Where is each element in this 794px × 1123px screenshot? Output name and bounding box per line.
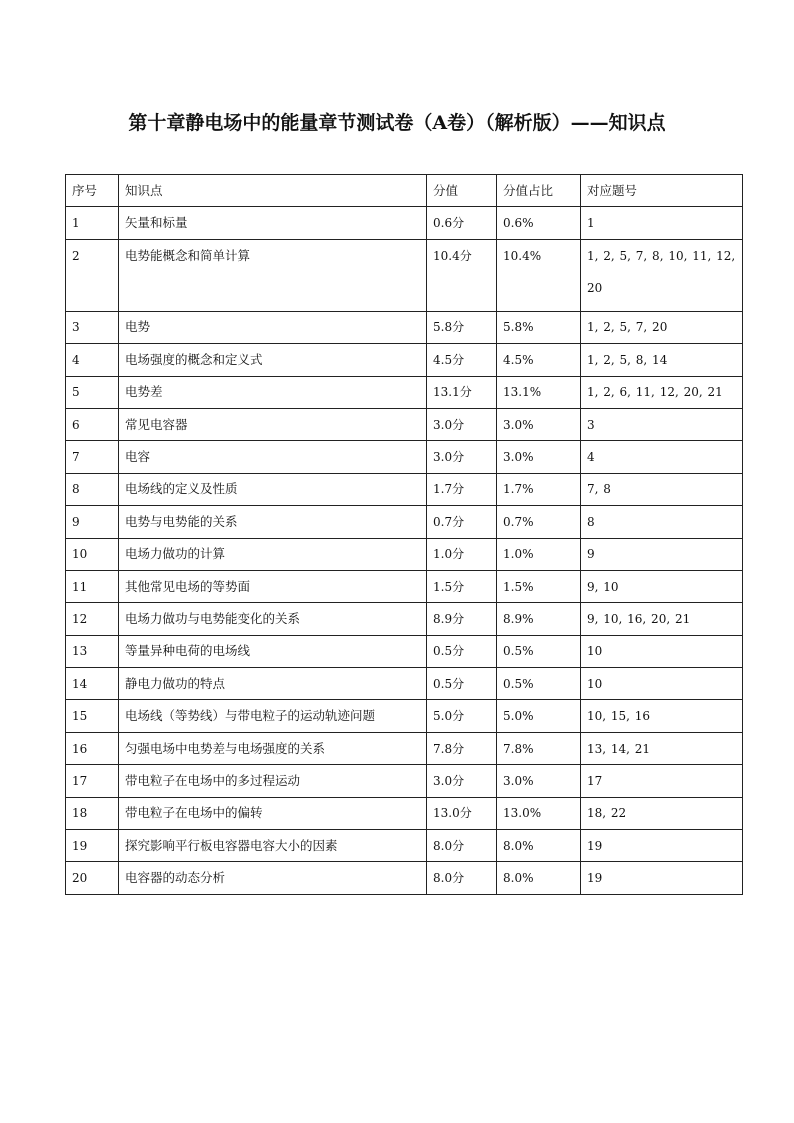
row-ratio: 0.7%	[497, 506, 581, 538]
row-number: 9	[66, 506, 119, 538]
row-questions: 1, 2, 6, 11, 12, 20, 21	[581, 376, 743, 408]
row-ratio: 1.5%	[497, 570, 581, 602]
row-score: 0.5分	[427, 668, 497, 700]
table-row	[66, 570, 743, 602]
header-topic: 知识点	[119, 175, 427, 207]
table-row	[66, 506, 743, 538]
row-ratio: 0.5%	[497, 635, 581, 667]
row-score: 0.5分	[427, 635, 497, 667]
row-score: 3.0分	[427, 765, 497, 797]
row-topic: 常见电容器	[119, 408, 427, 440]
row-questions: 10, 15, 16	[581, 700, 743, 732]
row-topic: 电势与电势能的关系	[119, 506, 427, 538]
table-row	[66, 635, 743, 667]
row-number: 6	[66, 408, 119, 440]
row-ratio: 3.0%	[497, 765, 581, 797]
row-ratio: 3.0%	[497, 408, 581, 440]
row-score: 8.0分	[427, 830, 497, 862]
row-score: 0.7分	[427, 506, 497, 538]
row-questions: 9, 10, 16, 20, 21	[581, 603, 743, 635]
row-ratio: 8.0%	[497, 862, 581, 894]
table-row	[66, 344, 743, 376]
row-number: 14	[66, 668, 119, 700]
row-questions: 19	[581, 830, 743, 862]
row-questions: 1, 2, 5, 7, 20	[581, 311, 743, 343]
row-topic: 探究影响平行板电容器电容大小的因素	[119, 830, 427, 862]
row-number: 2	[66, 239, 119, 311]
table-row	[66, 311, 743, 343]
header-score: 分值	[427, 175, 497, 207]
row-number: 13	[66, 635, 119, 667]
row-ratio: 13.0%	[497, 797, 581, 829]
row-ratio: 8.0%	[497, 830, 581, 862]
row-number: 16	[66, 732, 119, 764]
row-topic: 电场力做功与电势能变化的关系	[119, 603, 427, 635]
table-row	[66, 441, 743, 473]
row-ratio: 7.8%	[497, 732, 581, 764]
row-number: 3	[66, 311, 119, 343]
row-score: 5.0分	[427, 700, 497, 732]
header-ratio: 分值占比	[497, 175, 581, 207]
row-score: 1.7分	[427, 473, 497, 505]
row-questions: 18, 22	[581, 797, 743, 829]
row-number: 10	[66, 538, 119, 570]
row-number: 15	[66, 700, 119, 732]
row-score: 7.8分	[427, 732, 497, 764]
row-number: 18	[66, 797, 119, 829]
page-title: 第十章静电场中的能量章节测试卷（A卷）（解析版）——知识点	[128, 112, 666, 134]
row-score: 1.0分	[427, 538, 497, 570]
row-score: 4.5分	[427, 344, 497, 376]
row-score: 13.0分	[427, 797, 497, 829]
table-row	[66, 239, 743, 311]
row-ratio: 5.0%	[497, 700, 581, 732]
row-questions: 10	[581, 668, 743, 700]
row-questions: 1, 2, 5, 7, 8, 10, 11, 12, 20	[581, 239, 743, 311]
row-topic: 电势	[119, 311, 427, 343]
table-row	[66, 732, 743, 764]
row-topic: 等量异种电荷的电场线	[119, 635, 427, 667]
row-topic: 电容	[119, 441, 427, 473]
row-ratio: 10.4%	[497, 239, 581, 311]
table-row	[66, 700, 743, 732]
row-score: 13.1分	[427, 376, 497, 408]
row-topic: 电场线的定义及性质	[119, 473, 427, 505]
row-score: 5.8分	[427, 311, 497, 343]
header-questions: 对应题号	[581, 175, 743, 207]
row-questions: 1	[581, 207, 743, 239]
knowledge-point-table	[65, 174, 743, 895]
row-number: 1	[66, 207, 119, 239]
row-score: 1.5分	[427, 570, 497, 602]
row-number: 19	[66, 830, 119, 862]
row-ratio: 1.0%	[497, 538, 581, 570]
row-topic: 电势差	[119, 376, 427, 408]
row-questions: 8	[581, 506, 743, 538]
row-questions: 10	[581, 635, 743, 667]
row-topic: 电场强度的概念和定义式	[119, 344, 427, 376]
row-ratio: 4.5%	[497, 344, 581, 376]
row-number: 12	[66, 603, 119, 635]
row-ratio: 0.5%	[497, 668, 581, 700]
row-questions: 7, 8	[581, 473, 743, 505]
table-row	[66, 376, 743, 408]
row-topic: 静电力做功的特点	[119, 668, 427, 700]
row-topic: 匀强电场中电势差与电场强度的关系	[119, 732, 427, 764]
row-score: 3.0分	[427, 408, 497, 440]
table-row	[66, 862, 743, 894]
row-topic: 矢量和标量	[119, 207, 427, 239]
table-row	[66, 668, 743, 700]
row-topic: 其他常见电场的等势面	[119, 570, 427, 602]
row-questions: 17	[581, 765, 743, 797]
header-no: 序号	[66, 175, 119, 207]
row-topic: 电场力做功的计算	[119, 538, 427, 570]
row-questions: 4	[581, 441, 743, 473]
table-row	[66, 797, 743, 829]
row-score: 8.0分	[427, 862, 497, 894]
row-number: 8	[66, 473, 119, 505]
row-score: 3.0分	[427, 441, 497, 473]
table-row	[66, 765, 743, 797]
row-number: 4	[66, 344, 119, 376]
row-topic: 带电粒子在电场中的多过程运动	[119, 765, 427, 797]
row-number: 17	[66, 765, 119, 797]
row-questions: 1, 2, 5, 8, 14	[581, 344, 743, 376]
row-topic: 带电粒子在电场中的偏转	[119, 797, 427, 829]
table-row	[66, 207, 743, 239]
row-score: 0.6分	[427, 207, 497, 239]
row-ratio: 3.0%	[497, 441, 581, 473]
row-score: 8.9分	[427, 603, 497, 635]
row-number: 20	[66, 862, 119, 894]
row-ratio: 13.1%	[497, 376, 581, 408]
table-body	[66, 207, 743, 894]
row-score: 10.4分	[427, 239, 497, 311]
row-number: 7	[66, 441, 119, 473]
row-questions: 3	[581, 408, 743, 440]
row-ratio: 5.8%	[497, 311, 581, 343]
table-row	[66, 473, 743, 505]
row-questions: 9, 10	[581, 570, 743, 602]
row-ratio: 8.9%	[497, 603, 581, 635]
row-topic: 电场线（等势线）与带电粒子的运动轨迹问题	[119, 700, 427, 732]
row-topic: 电容器的动态分析	[119, 862, 427, 894]
table-row	[66, 538, 743, 570]
table-row	[66, 603, 743, 635]
table-row	[66, 408, 743, 440]
row-topic: 电势能概念和简单计算	[119, 239, 427, 311]
row-questions: 19	[581, 862, 743, 894]
row-number: 11	[66, 570, 119, 602]
row-ratio: 0.6%	[497, 207, 581, 239]
row-questions: 9	[581, 538, 743, 570]
table-header-row	[66, 175, 743, 207]
table-row	[66, 830, 743, 862]
row-ratio: 1.7%	[497, 473, 581, 505]
row-questions: 13, 14, 21	[581, 732, 743, 764]
row-number: 5	[66, 376, 119, 408]
